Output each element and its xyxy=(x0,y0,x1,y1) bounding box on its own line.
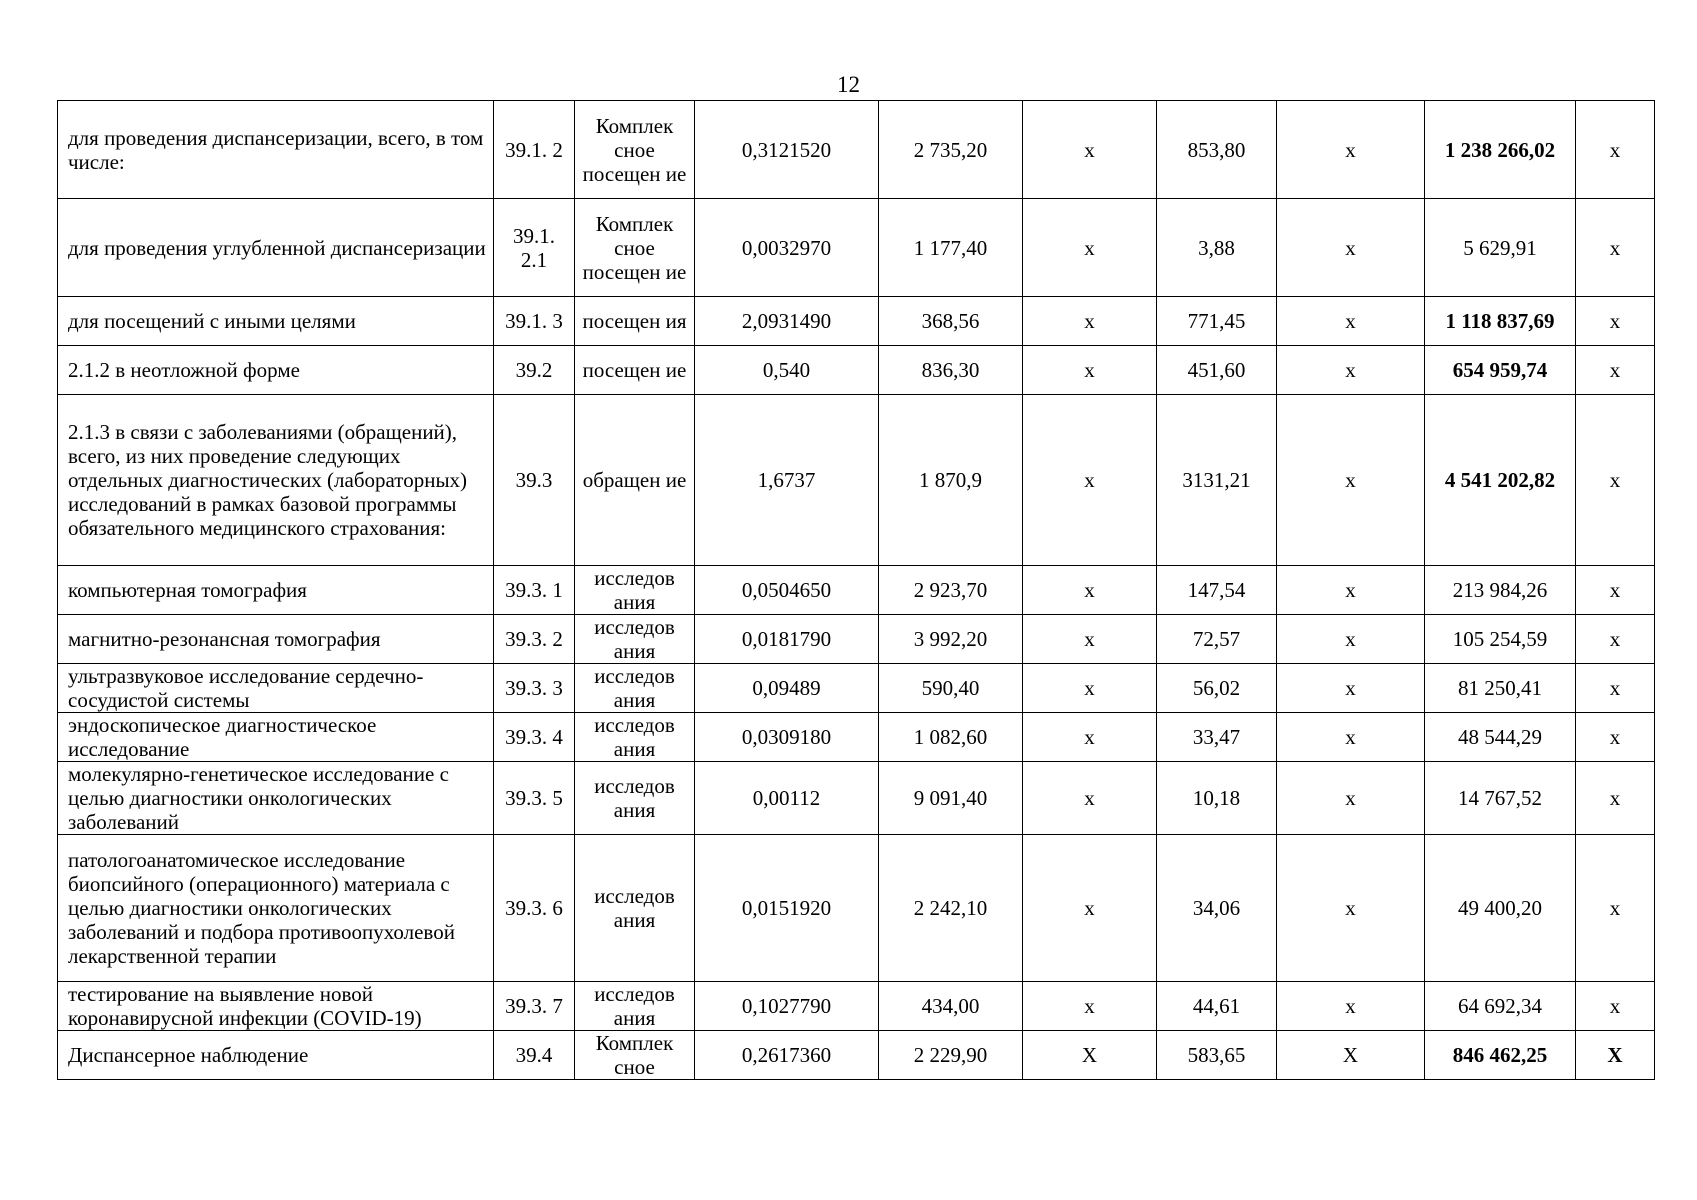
per-capita-cell: 147,54 xyxy=(1157,566,1277,615)
row-code-cell: 39.3. 4 xyxy=(494,713,575,762)
x-cell: х xyxy=(1277,713,1425,762)
row-code-cell: 39.3. 5 xyxy=(494,762,575,835)
service-name-cell: молекулярно-генетическое исследование с целью диагностики онкологических заболеваний xyxy=(58,762,494,835)
table-row xyxy=(58,762,1655,835)
unit-cell: исследов ания xyxy=(575,713,695,762)
table-row xyxy=(58,835,1655,982)
table-row xyxy=(58,395,1655,566)
row-code-cell: 39.3. 6 xyxy=(494,835,575,982)
table-row xyxy=(58,101,1655,199)
total-cell: 213 984,26 xyxy=(1425,566,1576,615)
service-name-cell: для проведения углубленной диспансеризации xyxy=(58,199,494,297)
row-code-cell: 39.3. 3 xyxy=(494,664,575,713)
x-cell: Х xyxy=(1576,1031,1655,1080)
x-cell: х xyxy=(1277,762,1425,835)
cost-cell: 1 870,9 xyxy=(879,395,1023,566)
total-cell: 1 118 837,69 xyxy=(1425,297,1576,346)
row-code-cell: 39.3. 7 xyxy=(494,982,575,1031)
table-row xyxy=(58,982,1655,1031)
cost-cell: 836,30 xyxy=(879,346,1023,395)
total-cell: 654 959,74 xyxy=(1425,346,1576,395)
norm-cell: 0,1027790 xyxy=(695,982,879,1031)
norm-cell: 0,00112 xyxy=(695,762,879,835)
table-row xyxy=(58,199,1655,297)
x-cell: х xyxy=(1576,664,1655,713)
norm-cell: 0,0181790 xyxy=(695,615,879,664)
x-cell: х xyxy=(1277,297,1425,346)
service-name-cell: для посещений с иными целями xyxy=(58,297,494,346)
norm-cell: 0,0032970 xyxy=(695,199,879,297)
x-cell: х xyxy=(1023,615,1157,664)
row-code-cell: 39.2 xyxy=(494,346,575,395)
norm-cell: 0,540 xyxy=(695,346,879,395)
x-cell: х xyxy=(1023,664,1157,713)
norm-cell: 0,09489 xyxy=(695,664,879,713)
service-name-cell: Диспансерное наблюдение xyxy=(58,1031,494,1080)
x-cell: х xyxy=(1023,982,1157,1031)
x-cell: х xyxy=(1576,199,1655,297)
per-capita-cell: 72,57 xyxy=(1157,615,1277,664)
total-cell: 81 250,41 xyxy=(1425,664,1576,713)
table-row xyxy=(58,1031,1655,1080)
cost-cell: 1 177,40 xyxy=(879,199,1023,297)
service-name-cell: ультразвуковое исследование сердечно-сосудистой системы xyxy=(58,664,494,713)
service-name-cell: патологоанатомическое исследование биопсийного (операционного) материала с целью диагностики онкологических заболеваний и подбора противоопухолевой лекарственной терапии xyxy=(58,835,494,982)
x-cell: х xyxy=(1576,101,1655,199)
unit-cell: Комплек сное посещен ие xyxy=(575,101,695,199)
x-cell: х xyxy=(1277,615,1425,664)
x-cell: х xyxy=(1576,835,1655,982)
x-cell: х xyxy=(1277,566,1425,615)
service-name-cell: магнитно-резонансная томография xyxy=(58,615,494,664)
cost-cell: 368,56 xyxy=(879,297,1023,346)
row-code-cell: 39.3. 2 xyxy=(494,615,575,664)
cost-cell: 2 923,70 xyxy=(879,566,1023,615)
unit-cell: посещен ие xyxy=(575,346,695,395)
tariff-table xyxy=(57,100,1655,1080)
norm-cell: 0,3121520 xyxy=(695,101,879,199)
table-row xyxy=(58,615,1655,664)
service-name-cell: 2.1.3 в связи с заболеваниями (обращений), всего, из них проведение следующих отдельных диагностических (лабораторных) исследований в рамках базовой программы обязательного медицинского страхования: xyxy=(58,395,494,566)
x-cell: х xyxy=(1023,101,1157,199)
service-name-cell: эндоскопическое диагностическое исследование xyxy=(58,713,494,762)
norm-cell: 1,6737 xyxy=(695,395,879,566)
x-cell: х xyxy=(1023,199,1157,297)
x-cell: х xyxy=(1277,664,1425,713)
total-cell: 64 692,34 xyxy=(1425,982,1576,1031)
table-row xyxy=(58,346,1655,395)
x-cell: х xyxy=(1277,982,1425,1031)
x-cell: х xyxy=(1277,835,1425,982)
x-cell: х xyxy=(1023,566,1157,615)
cost-cell: 2 229,90 xyxy=(879,1031,1023,1080)
x-cell: х xyxy=(1277,101,1425,199)
service-name-cell: тестирование на выявление новой коронавирусной инфекции (COVID-19) xyxy=(58,982,494,1031)
table-row xyxy=(58,664,1655,713)
per-capita-cell: 771,45 xyxy=(1157,297,1277,346)
total-cell: 1 238 266,02 xyxy=(1425,101,1576,199)
x-cell: х xyxy=(1576,297,1655,346)
cost-cell: 590,40 xyxy=(879,664,1023,713)
per-capita-cell: 451,60 xyxy=(1157,346,1277,395)
row-code-cell: 39.1. 2 xyxy=(494,101,575,199)
total-cell: 49 400,20 xyxy=(1425,835,1576,982)
table-row xyxy=(58,566,1655,615)
service-name-cell: компьютерная томография xyxy=(58,566,494,615)
row-code-cell: 39.1. 2.1 xyxy=(494,199,575,297)
x-cell: х xyxy=(1023,713,1157,762)
unit-cell: исследов ания xyxy=(575,615,695,664)
per-capita-cell: 56,02 xyxy=(1157,664,1277,713)
service-name-cell: для проведения диспансеризации, всего, в том числе: xyxy=(58,101,494,199)
x-cell: х xyxy=(1023,297,1157,346)
unit-cell: Комплек сное xyxy=(575,1031,695,1080)
x-cell: х xyxy=(1277,199,1425,297)
cost-cell: 2 242,10 xyxy=(879,835,1023,982)
x-cell: х xyxy=(1576,615,1655,664)
x-cell: х xyxy=(1277,346,1425,395)
table-row xyxy=(58,297,1655,346)
x-cell: х xyxy=(1576,566,1655,615)
x-cell: х xyxy=(1576,346,1655,395)
total-cell: 48 544,29 xyxy=(1425,713,1576,762)
per-capita-cell: 44,61 xyxy=(1157,982,1277,1031)
page-number: 12 xyxy=(837,72,860,97)
x-cell: Х xyxy=(1277,1031,1425,1080)
norm-cell: 0,0309180 xyxy=(695,713,879,762)
cost-cell: 3 992,20 xyxy=(879,615,1023,664)
cost-cell: 2 735,20 xyxy=(879,101,1023,199)
table-row xyxy=(58,713,1655,762)
x-cell: х xyxy=(1576,713,1655,762)
x-cell: х xyxy=(1576,395,1655,566)
x-cell: х xyxy=(1023,835,1157,982)
x-cell: Х xyxy=(1023,1031,1157,1080)
per-capita-cell: 3,88 xyxy=(1157,199,1277,297)
per-capita-cell: 3131,21 xyxy=(1157,395,1277,566)
unit-cell: Комплек сное посещен ие xyxy=(575,199,695,297)
unit-cell: исследов ания xyxy=(575,664,695,713)
cost-cell: 9 091,40 xyxy=(879,762,1023,835)
table-body xyxy=(58,101,1655,1080)
x-cell: х xyxy=(1576,982,1655,1031)
row-code-cell: 39.1. 3 xyxy=(494,297,575,346)
x-cell: х xyxy=(1023,395,1157,566)
cost-cell: 434,00 xyxy=(879,982,1023,1031)
unit-cell: обращен ие xyxy=(575,395,695,566)
norm-cell: 0,0504650 xyxy=(695,566,879,615)
service-name-cell: 2.1.2 в неотложной форме xyxy=(58,346,494,395)
x-cell: х xyxy=(1023,346,1157,395)
row-code-cell: 39.3 xyxy=(494,395,575,566)
unit-cell: исследов ания xyxy=(575,835,695,982)
total-cell: 5 629,91 xyxy=(1425,199,1576,297)
x-cell: х xyxy=(1023,762,1157,835)
unit-cell: исследов ания xyxy=(575,762,695,835)
total-cell: 14 767,52 xyxy=(1425,762,1576,835)
unit-cell: посещен ия xyxy=(575,297,695,346)
row-code-cell: 39.3. 1 xyxy=(494,566,575,615)
total-cell: 105 254,59 xyxy=(1425,615,1576,664)
total-cell: 846 462,25 xyxy=(1425,1031,1576,1080)
total-cell: 4 541 202,82 xyxy=(1425,395,1576,566)
unit-cell: исследов ания xyxy=(575,566,695,615)
norm-cell: 0,2617360 xyxy=(695,1031,879,1080)
row-code-cell: 39.4 xyxy=(494,1031,575,1080)
norm-cell: 0,0151920 xyxy=(695,835,879,982)
per-capita-cell: 583,65 xyxy=(1157,1031,1277,1080)
per-capita-cell: 10,18 xyxy=(1157,762,1277,835)
per-capita-cell: 33,47 xyxy=(1157,713,1277,762)
per-capita-cell: 853,80 xyxy=(1157,101,1277,199)
unit-cell: исследов ания xyxy=(575,982,695,1031)
cost-cell: 1 082,60 xyxy=(879,713,1023,762)
per-capita-cell: 34,06 xyxy=(1157,835,1277,982)
x-cell: х xyxy=(1576,762,1655,835)
norm-cell: 2,0931490 xyxy=(695,297,879,346)
x-cell: х xyxy=(1277,395,1425,566)
